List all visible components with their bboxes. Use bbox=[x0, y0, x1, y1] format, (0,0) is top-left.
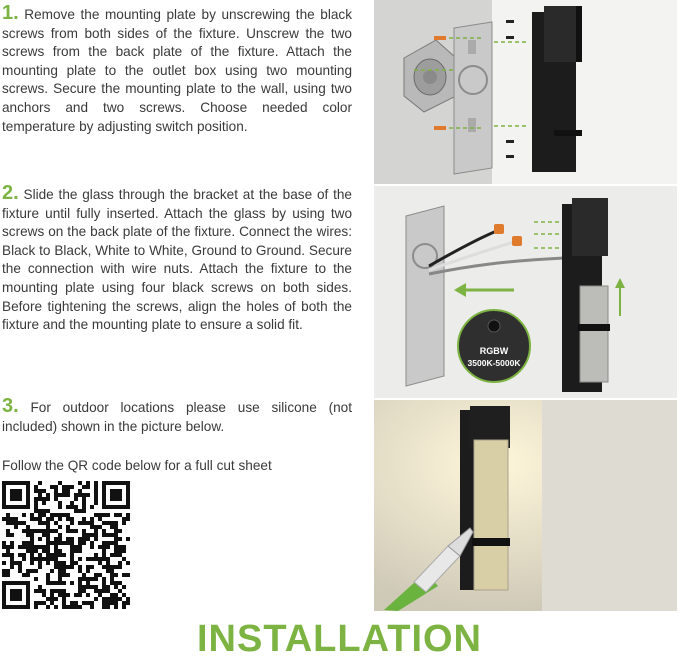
mounting-plate-icon bbox=[406, 206, 444, 386]
step-2-number: 2. bbox=[2, 182, 19, 204]
step-2-text: Slide the glass through the bracket at the base of the fixture until fully inserted. Attach the glass by using two screws on the back plate of the fixture. Connect the wires: Black to Black, White to White, Ground to Ground. Secure the connection with wire nuts. Attach the fixture to the mounting plate using four black screws on both sides. Before tightening the screws, align the holes of both the fixture and the mounting plate to ensure a solid fit. bbox=[2, 187, 352, 333]
step-2-illustration bbox=[374, 186, 677, 398]
step-1-text: Remove the mounting plate by unscrewing the black screws from both sides of the fixture. Unscrew the two screws from the back plate of the fixture. Attach the mounting plate to the outlet box using two mounting screws. Secure the mounting plate to the wall, using two anchors and two screws. Choose needed color temperature by adjusting switch position. bbox=[2, 7, 352, 134]
step-1-number: 1. bbox=[2, 2, 19, 24]
fixture-icon bbox=[562, 198, 610, 392]
fixture-icon bbox=[532, 6, 582, 172]
badge-line-2: 3500K-5000K bbox=[467, 358, 521, 368]
qr-caption: Follow the QR code below for a full cut sheet bbox=[2, 458, 272, 473]
fixture-icon bbox=[460, 406, 510, 590]
step-1 bbox=[2, 4, 352, 136]
step-3-text: For outdoor locations please use silicone (not included) shown in the picture below. bbox=[2, 400, 352, 434]
page-title: INSTALLATION bbox=[197, 618, 482, 660]
step-1-illustration bbox=[374, 0, 677, 184]
step-3-illustration bbox=[374, 400, 677, 611]
badge-line-1: RGBW bbox=[479, 346, 509, 356]
step-3-number: 3. bbox=[2, 395, 19, 417]
qr-code[interactable] bbox=[2, 481, 130, 609]
step-3 bbox=[2, 397, 352, 436]
step-2 bbox=[2, 184, 352, 335]
mounting-plate-icon bbox=[454, 22, 492, 174]
color-switch-badge bbox=[458, 310, 530, 382]
